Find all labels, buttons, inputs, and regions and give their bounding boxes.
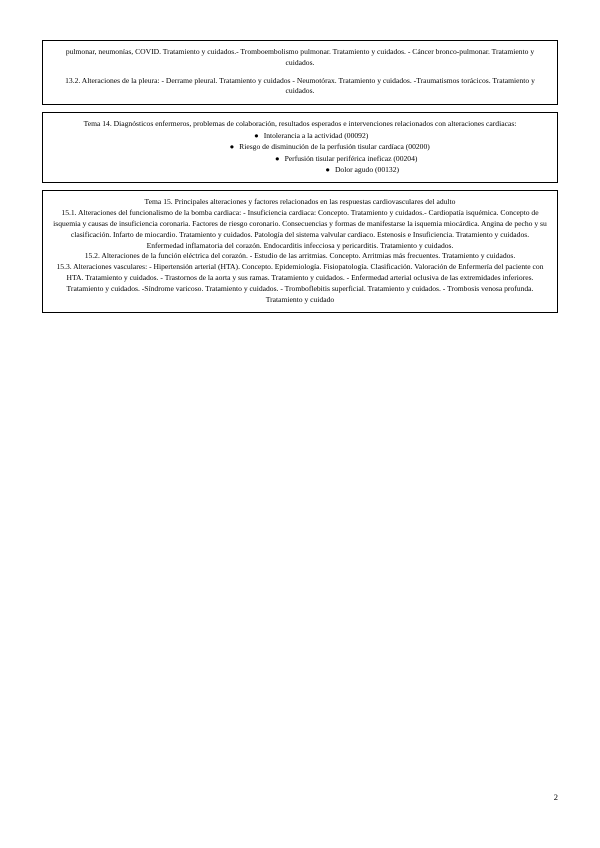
list-item (141, 153, 547, 164)
bullet-icon: ● (254, 130, 259, 140)
list-item (108, 141, 547, 152)
tema-14-heading: Tema 14. Diagnósticos enfermeros, problemas de colaboración, resultados esperados e intervenciones relacionados con alteraciones cardiacas: (83, 119, 517, 129)
list-item (71, 130, 547, 141)
list-item-label: Dolor agudo (00132) (334, 165, 400, 175)
tema-15-3: 15.3. Alteraciones vasculares: - Hipertensión arterial (HTA). Concepto. Epidemiología. Fisiopatología. Clasificación. Valoración de Enfermería del paciente con HTA. Tratamiento y cuidados. - Trastornos de la aorta y sus ramas. Tratamiento y cuidados. - Enfermedad arterial oclusiva de las extremidades inferiores. Tratamiento y cuidados. -Síndrome varicoso. Tratamiento y cuidados. - Tromboflebitis superficial. Tratamiento y cuidados. - Trombosis venosa profunda. Tratamiento y cuidado (56, 262, 544, 304)
bullet-icon: ● (229, 142, 235, 152)
content-block-tema-14 (42, 112, 558, 183)
bullet-icon: ● (274, 153, 280, 163)
bullet-icon: ● (325, 165, 330, 175)
page-number: 2 (553, 792, 558, 802)
paragraph-respiratory-1: pulmonar, neumonías, COVID. Tratamiento y cuidados.- Tromboembolismo pulmonar. Tratamiento y cuidados. - Cáncer bronco-pulmonar. Tratamiento y cuidados. (65, 47, 535, 67)
content-block-tema-15 (42, 190, 558, 313)
list-item-label: Riesgo de disminución de la perfusión tisular cardíaca (00200) (239, 142, 430, 152)
content-block-respiratory (42, 40, 558, 105)
paragraph-respiratory-2: 13.2. Alteraciones de la pleura: - Derrame pleural. Tratamiento y cuidados - Neumotórax. Tratamiento y cuidados. -Traumatismos torácicos. Tratamiento y cuidados. (65, 75, 535, 96)
tema-15-1: 15.1. Alteraciones del funcionalismo de la bomba cardiaca: - Insuficiencia cardiaca: Concepto. Tratamiento y cuidados.- Cardiopatía isquémica. Concepto de isquemia y causas de insuficiencia coronaria. Factores de riesgo coronario. Consecuencias y formas de manifestarse la isquemia miocárdica. Angina de pecho y su clasificación. Infarto de miocardio. Tratamiento y cuidados. Patología del sistema valvular cardiaco. Estenosis e Insuficiencia. Tratamiento y cuidados. Enfermedad inflamatoria del corazón. Endocarditis infecciosa y pericarditis. Tratamiento y cuidados. (53, 208, 547, 250)
tema-15-2: 15.2. Alteraciones de la función eléctrica del corazón. - Estudio de las arritmias. Concepto. Arritmias más frecuentes. Tratamiento y cuidados. (84, 251, 516, 261)
tema-15-heading: Tema 15. Principales alteraciones y factores relacionados en las respuestas cardiovasculares del adulto (144, 197, 456, 207)
list-item-label: Intolerancia a la actividad (00092) (263, 130, 369, 140)
list-item (173, 164, 547, 175)
list-item-label: Perfusión tisular periférica ineficaz (00204) (284, 153, 418, 163)
tema-14-list (53, 130, 547, 176)
